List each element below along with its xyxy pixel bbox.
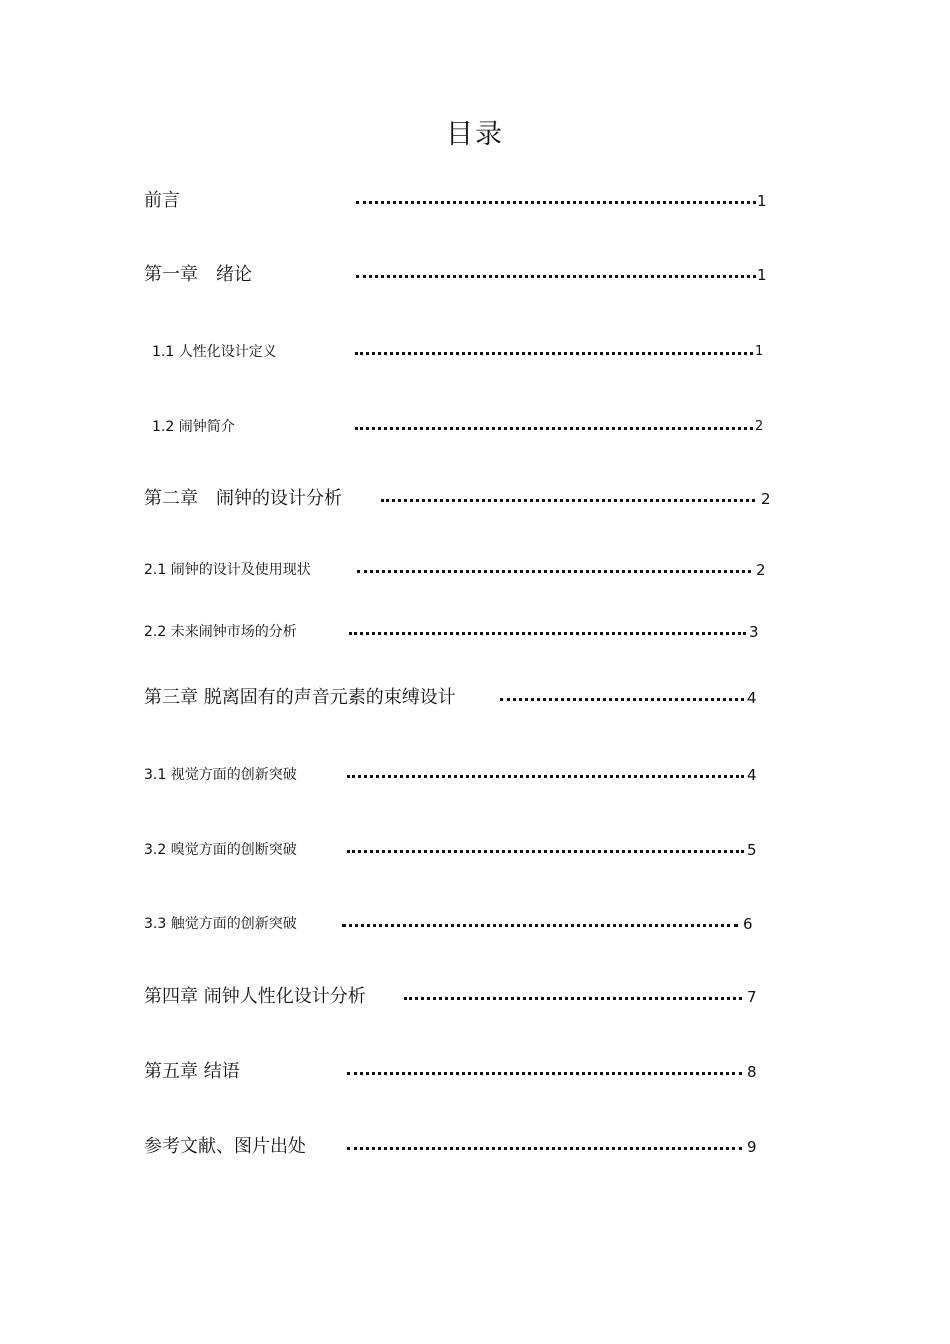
toc-entry-references[interactable] [0, 1132, 950, 1162]
toc-entry-label: 参考文献、图片出处 [144, 1136, 306, 1157]
toc-entry-chapter-2[interactable] [0, 484, 950, 514]
toc-entry-section-1-2[interactable] [0, 412, 950, 442]
toc-leader-dots [356, 201, 756, 204]
toc-entry-page: 3 [749, 623, 759, 641]
toc-entry-preface[interactable] [0, 186, 950, 216]
toc-title: 目录 [446, 119, 504, 150]
toc-entry-section-3-1[interactable] [0, 760, 950, 790]
toc-entry-label: 第四章 闹钟人性化设计分析 [144, 986, 366, 1007]
toc-entry-page: 6 [743, 915, 753, 933]
toc-entry-chapter-4[interactable] [0, 982, 950, 1012]
toc-entry-page: 2 [755, 419, 764, 434]
toc-entry-label: 3.2 嗅觉方面的创断突破 [144, 842, 297, 858]
toc-entry-section-3-3[interactable] [0, 909, 950, 939]
toc-entry-page: 2 [761, 490, 771, 508]
toc-entry-page: 2 [756, 561, 766, 579]
toc-entry-label: 第五章 结语 [144, 1061, 240, 1082]
toc-entry-label: 前言 [144, 190, 180, 211]
toc-leader-dots [357, 570, 751, 573]
toc-leader-dots [347, 1147, 742, 1150]
toc-entry-section-3-2[interactable] [0, 835, 950, 865]
toc-entry-page: 1 [755, 344, 764, 359]
toc-entry-label: 第二章 闹钟的设计分析 [144, 488, 342, 509]
toc-entry-label: 1.2 闹钟简介 [152, 419, 235, 435]
toc-leader-dots [347, 1072, 742, 1075]
toc-entry-page: 7 [747, 988, 757, 1006]
toc-entry-chapter-1[interactable] [0, 260, 950, 290]
toc-entry-page: 4 [747, 766, 757, 784]
toc-entry-chapter-3[interactable] [0, 683, 950, 713]
toc-leader-dots [347, 850, 744, 853]
toc-entry-label: 1.1 人性化设计定义 [152, 344, 277, 360]
toc-leader-dots [349, 632, 746, 635]
toc-leader-dots [355, 427, 753, 430]
toc-entry-chapter-5[interactable] [0, 1057, 950, 1087]
toc-leader-dots [356, 275, 756, 278]
toc-entry-label: 2.2 未来闹钟市场的分析 [144, 624, 297, 640]
toc-leader-dots [381, 499, 755, 502]
toc-leader-dots [347, 775, 744, 778]
toc-entry-section-2-1[interactable] [0, 555, 950, 585]
toc-entry-label: 3.3 触觉方面的创新突破 [144, 916, 297, 932]
toc-leader-dots [404, 997, 742, 1000]
toc-entry-page: 9 [747, 1138, 757, 1156]
toc-entry-page: 5 [747, 841, 757, 859]
toc-entry-section-2-2[interactable] [0, 617, 950, 647]
toc-entry-section-1-1[interactable] [0, 337, 950, 367]
toc-entry-label: 3.1 视觉方面的创新突破 [144, 767, 297, 783]
toc-entry-page: 4 [747, 689, 757, 707]
toc-entry-label: 2.1 闹钟的设计及使用现状 [144, 562, 311, 578]
toc-leader-dots [355, 352, 753, 355]
toc-entry-page: 8 [747, 1063, 757, 1081]
toc-leader-dots [500, 698, 744, 701]
toc-entry-label: 第三章 脱离固有的声音元素的束缚设计 [144, 687, 456, 708]
toc-entry-label: 第一章 绪论 [144, 264, 252, 285]
toc-leader-dots [342, 924, 738, 927]
toc-entry-page: 1 [757, 192, 767, 210]
toc-entry-page: 1 [757, 266, 767, 284]
